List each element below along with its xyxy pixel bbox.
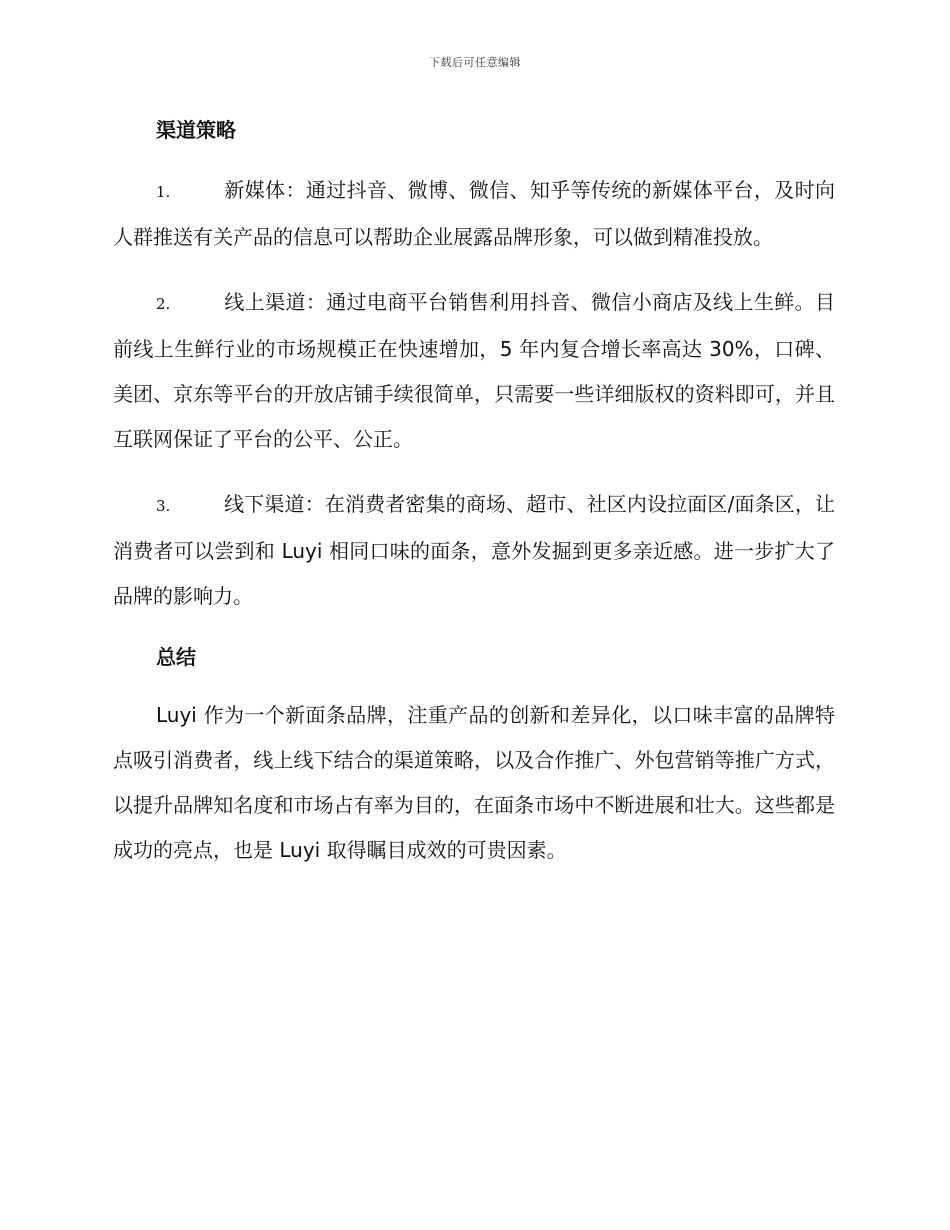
section-title-channel-strategy: 渠道策略 (156, 118, 236, 142)
list-item-text: 线上渠道：通过电商平台销售利用抖音、微信小商店及线上生鲜。目前线上生鲜行业的市场规模正在快速增加，5 年内复合增长率高达 30%，口碑、美团、京东等平台的开放店铺手续很简单，只需要一些详细版权的资料即可，并且互联网保证了平台的公平、公正。 (113, 290, 835, 451)
list-number: 3. (156, 497, 171, 515)
summary-paragraph: Luyi 作为一个新面条品牌，注重产品的创新和差异化，以口味丰富的品牌特点吸引消费者，线上线下结合的渠道策略，以及合作推广、外包营销等推广方式，以提升品牌知名度和市场占有率为目的，在面条市场中不断进展和壮大。这些都是成功的亮点，也是 Luyi 取得瞩目成效的可贵因素。 (113, 703, 835, 862)
page-header: 下载后可任意编辑 (429, 56, 521, 69)
section-title-summary: 总结 (156, 645, 196, 669)
list-number: 1. (156, 183, 171, 201)
document-body (113, 112, 835, 893)
list-number: 2. (156, 295, 171, 313)
list-item-online-channel (113, 280, 835, 462)
list-item-text: 线下渠道：在消费者密集的商场、超市、社区内设拉面区/面条区，让消费者可以尝到和 Luyi 相同口味的面条，意外发掘到更多亲近感。进一步扩大了品牌的影响力。 (113, 492, 835, 608)
list-item-offline-channel (113, 482, 835, 619)
list-item-text: 新媒体：通过抖音、微博、微信、知乎等传统的新媒体平台，及时向人群推送有关产品的信息可以帮助企业展露品牌形象，可以做到精准投放。 (113, 178, 835, 249)
list-item-new-media (113, 168, 835, 260)
